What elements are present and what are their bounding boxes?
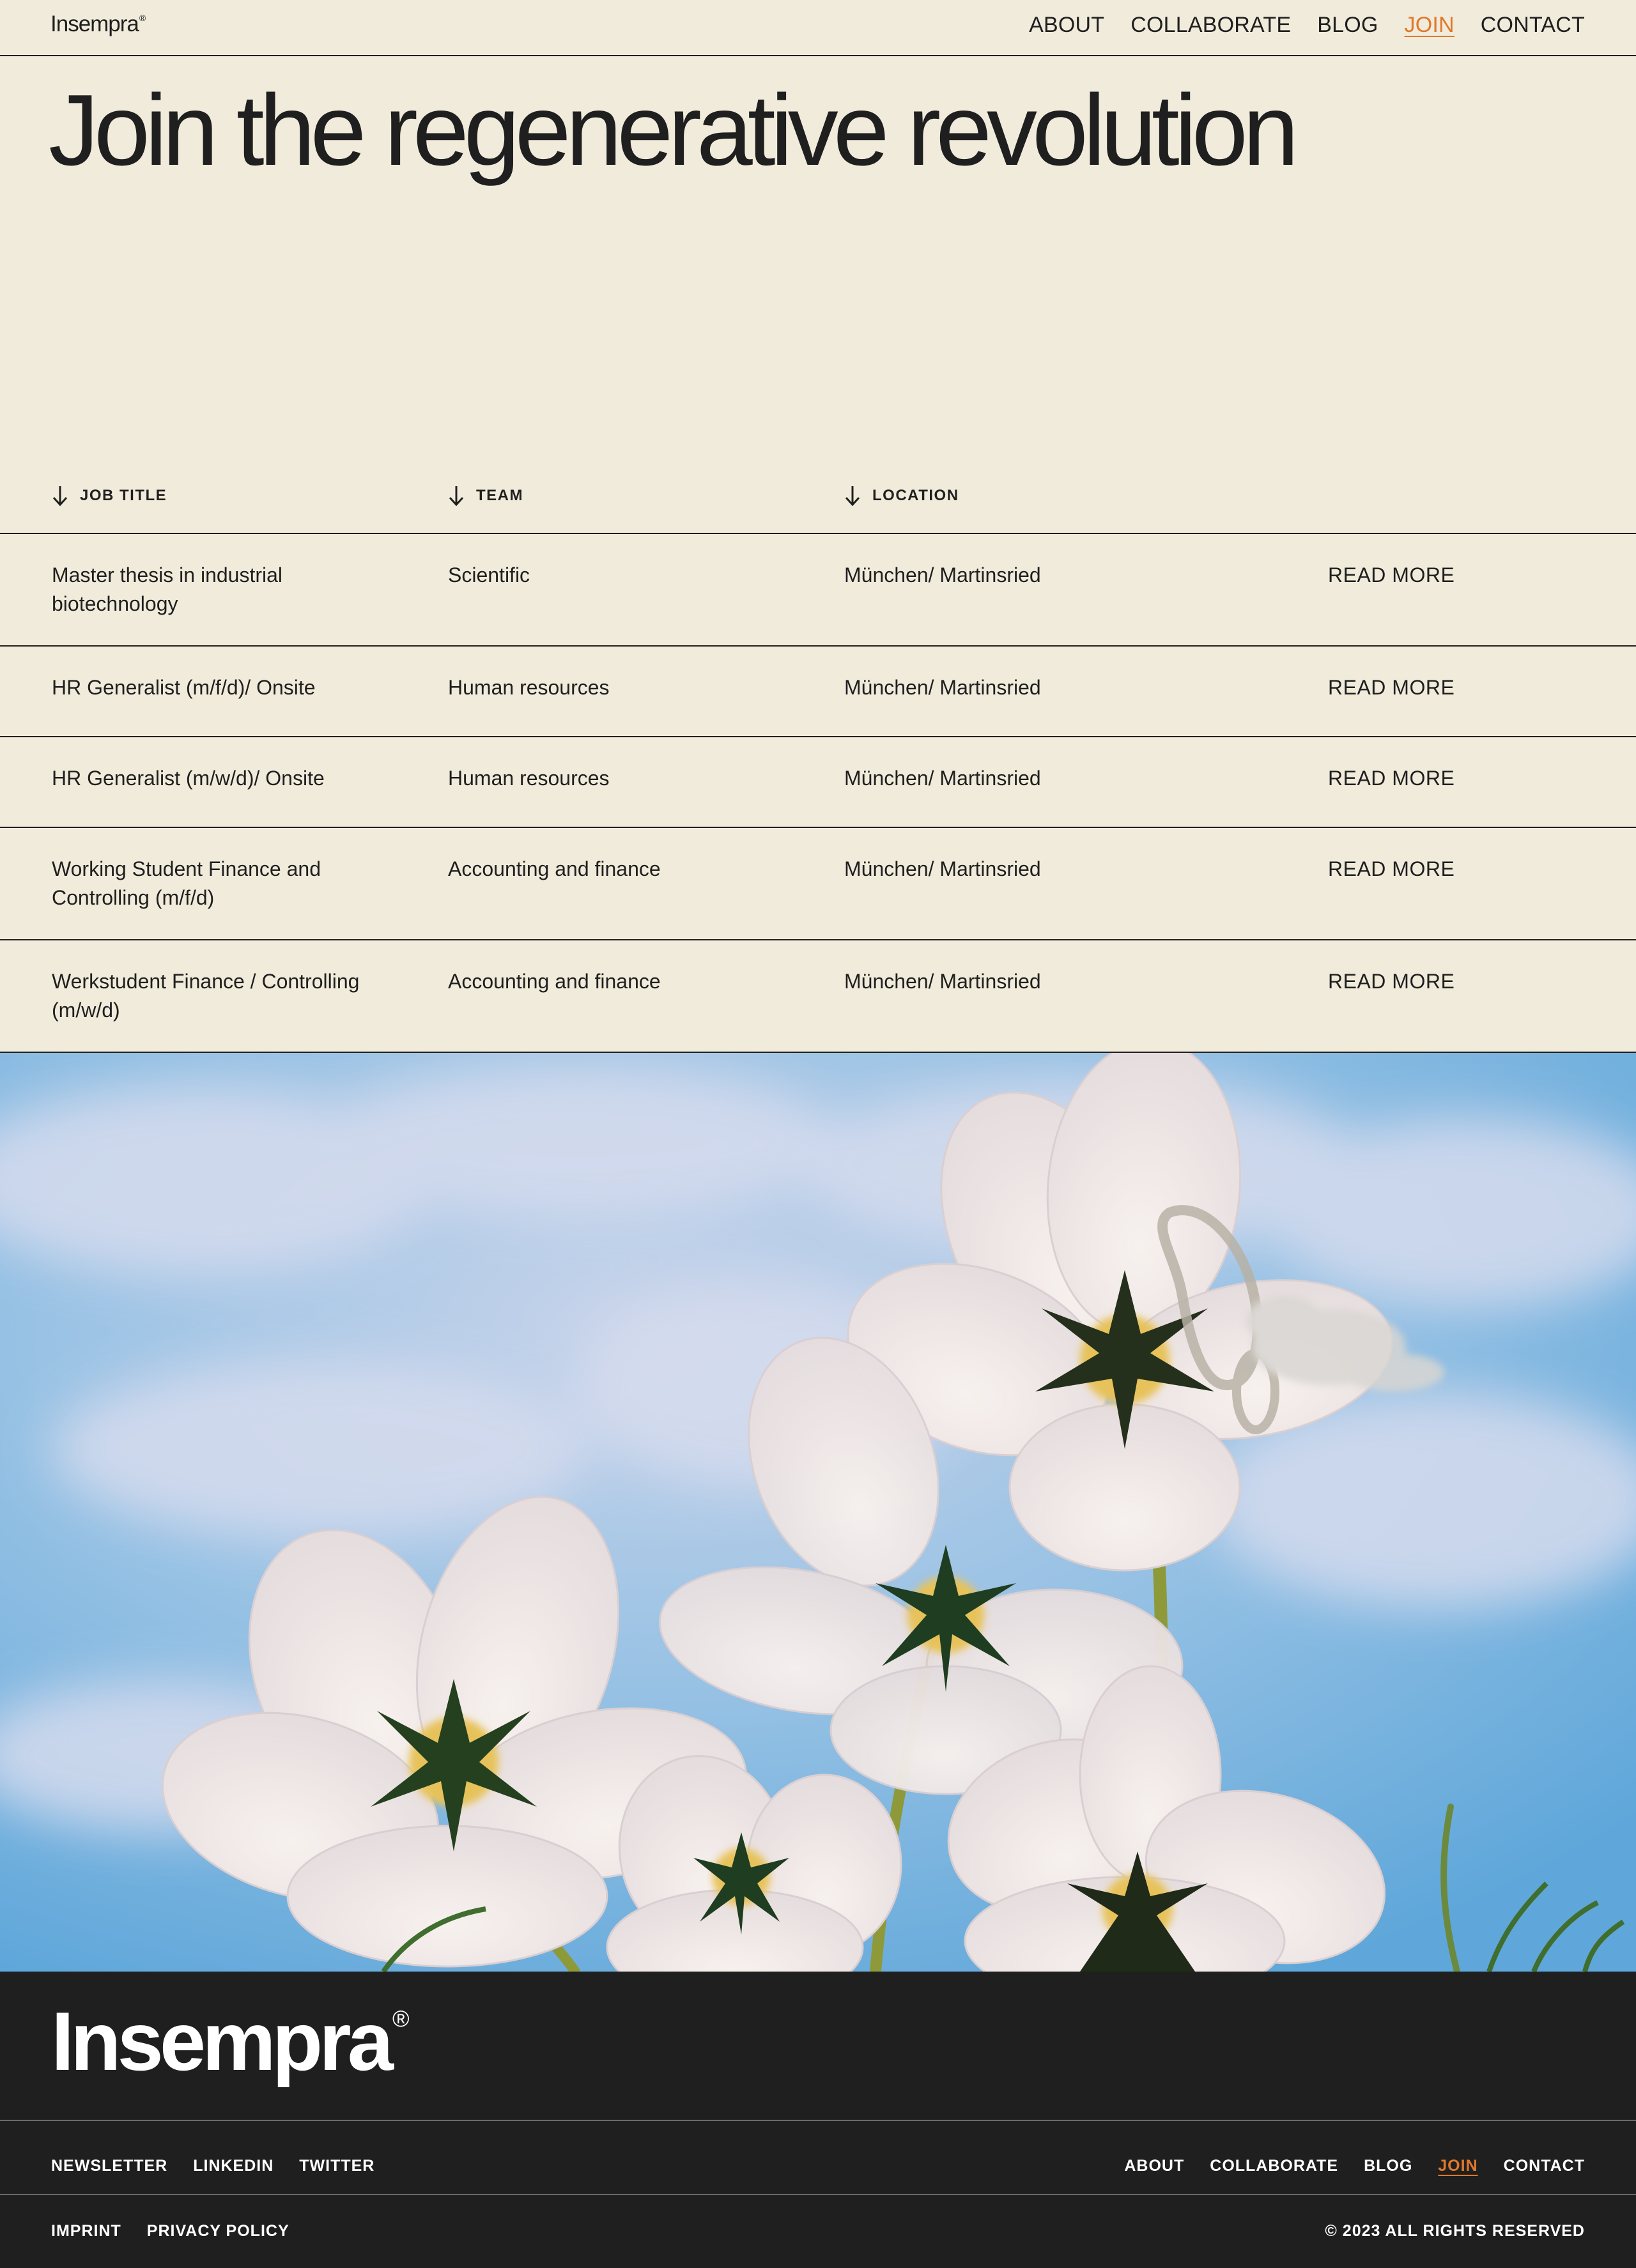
brand-logo[interactable]	[50, 11, 145, 37]
footer-nav-collaborate[interactable]: COLLABORATE	[1210, 2157, 1339, 2175]
nav-contact[interactable]: CONTACT	[1480, 13, 1585, 37]
flowers-illustration	[0, 1053, 1636, 1972]
read-more-link[interactable]: READ MORE	[1328, 857, 1455, 880]
footer-nav-blog[interactable]: BLOG	[1364, 2157, 1413, 2175]
job-team: Accounting and finance	[448, 857, 661, 880]
job-title: HR Generalist (m/f/d)/ Onsite	[52, 676, 316, 699]
site-footer	[0, 1972, 1636, 2268]
footer-registered-mark: ®	[392, 2005, 410, 2032]
job-title: HR Generalist (m/w/d)/ Onsite	[52, 767, 325, 790]
footer-divider	[0, 2194, 1636, 2195]
job-location: München/ Martinsried	[844, 970, 1041, 993]
job-location: München/ Martinsried	[844, 857, 1041, 880]
column-header-team: TEAM	[476, 487, 523, 504]
footer-nav	[1124, 2157, 1585, 2175]
main-nav	[1029, 13, 1585, 38]
read-more-link[interactable]: READ MORE	[1328, 970, 1455, 993]
nav-join[interactable]: JOIN	[1404, 13, 1455, 37]
job-team: Accounting and finance	[448, 970, 661, 993]
read-more-link[interactable]: READ MORE	[1328, 563, 1455, 586]
sort-team[interactable]	[448, 484, 523, 507]
privacy-policy-link[interactable]: PRIVACY POLICY	[146, 2222, 289, 2240]
newsletter-link[interactable]: NEWSLETTER	[51, 2157, 168, 2175]
job-row[interactable]	[0, 737, 1636, 828]
linkedin-link[interactable]: LINKEDIN	[193, 2157, 274, 2175]
job-location: München/ Martinsried	[844, 676, 1041, 699]
arrow-down-icon	[52, 484, 68, 507]
nav-collaborate[interactable]: COLLABORATE	[1131, 13, 1292, 37]
column-header-job-title: JOB TITLE	[80, 487, 167, 504]
imprint-link[interactable]: IMPRINT	[51, 2222, 121, 2240]
job-row[interactable]	[0, 534, 1636, 647]
read-more-link[interactable]: READ MORE	[1328, 676, 1455, 699]
arrow-down-icon	[844, 484, 861, 507]
footer-brand-name: Insempra	[51, 1995, 390, 2088]
nav-blog[interactable]: BLOG	[1317, 13, 1378, 37]
cosmos-flowers-image	[0, 1053, 1636, 1972]
footer-nav-contact[interactable]: CONTACT	[1503, 2157, 1585, 2175]
sort-location[interactable]	[844, 484, 959, 507]
jobs-table-header	[0, 470, 1636, 534]
top-header	[0, 0, 1636, 56]
job-location: München/ Martinsried	[844, 767, 1041, 790]
job-row[interactable]	[0, 647, 1636, 737]
footer-brand-logo[interactable]	[51, 1996, 410, 2087]
job-location: München/ Martinsried	[844, 563, 1041, 586]
job-title: Master thesis in industrial biotechnology	[52, 563, 283, 615]
job-title: Working Student Finance and Controlling (m/f/d)	[52, 857, 321, 909]
job-team: Scientific	[448, 563, 530, 586]
twitter-link[interactable]: TWITTER	[299, 2157, 375, 2175]
arrow-down-icon	[448, 484, 465, 507]
footer-social-links	[51, 2157, 374, 2175]
column-header-location: LOCATION	[872, 487, 959, 504]
job-team: Human resources	[448, 767, 610, 790]
brand-name: Insempra	[50, 11, 139, 36]
job-row[interactable]	[0, 940, 1636, 1053]
page-title: Join the regenerative revolution	[49, 74, 1294, 187]
registered-mark: ®	[139, 13, 146, 23]
footer-nav-about[interactable]: ABOUT	[1124, 2157, 1185, 2175]
read-more-link[interactable]: READ MORE	[1328, 767, 1455, 790]
job-team: Human resources	[448, 676, 610, 699]
footer-nav-join[interactable]: JOIN	[1438, 2157, 1478, 2175]
job-row[interactable]	[0, 828, 1636, 940]
copyright-text: © 2023 ALL RIGHTS RESERVED	[1325, 2222, 1585, 2240]
sort-job-title[interactable]	[52, 484, 167, 507]
nav-about[interactable]: ABOUT	[1029, 13, 1105, 37]
footer-divider	[0, 2120, 1636, 2121]
job-title: Werkstudent Finance / Controlling (m/w/d)	[52, 970, 360, 1022]
footer-legal-links	[51, 2222, 289, 2241]
